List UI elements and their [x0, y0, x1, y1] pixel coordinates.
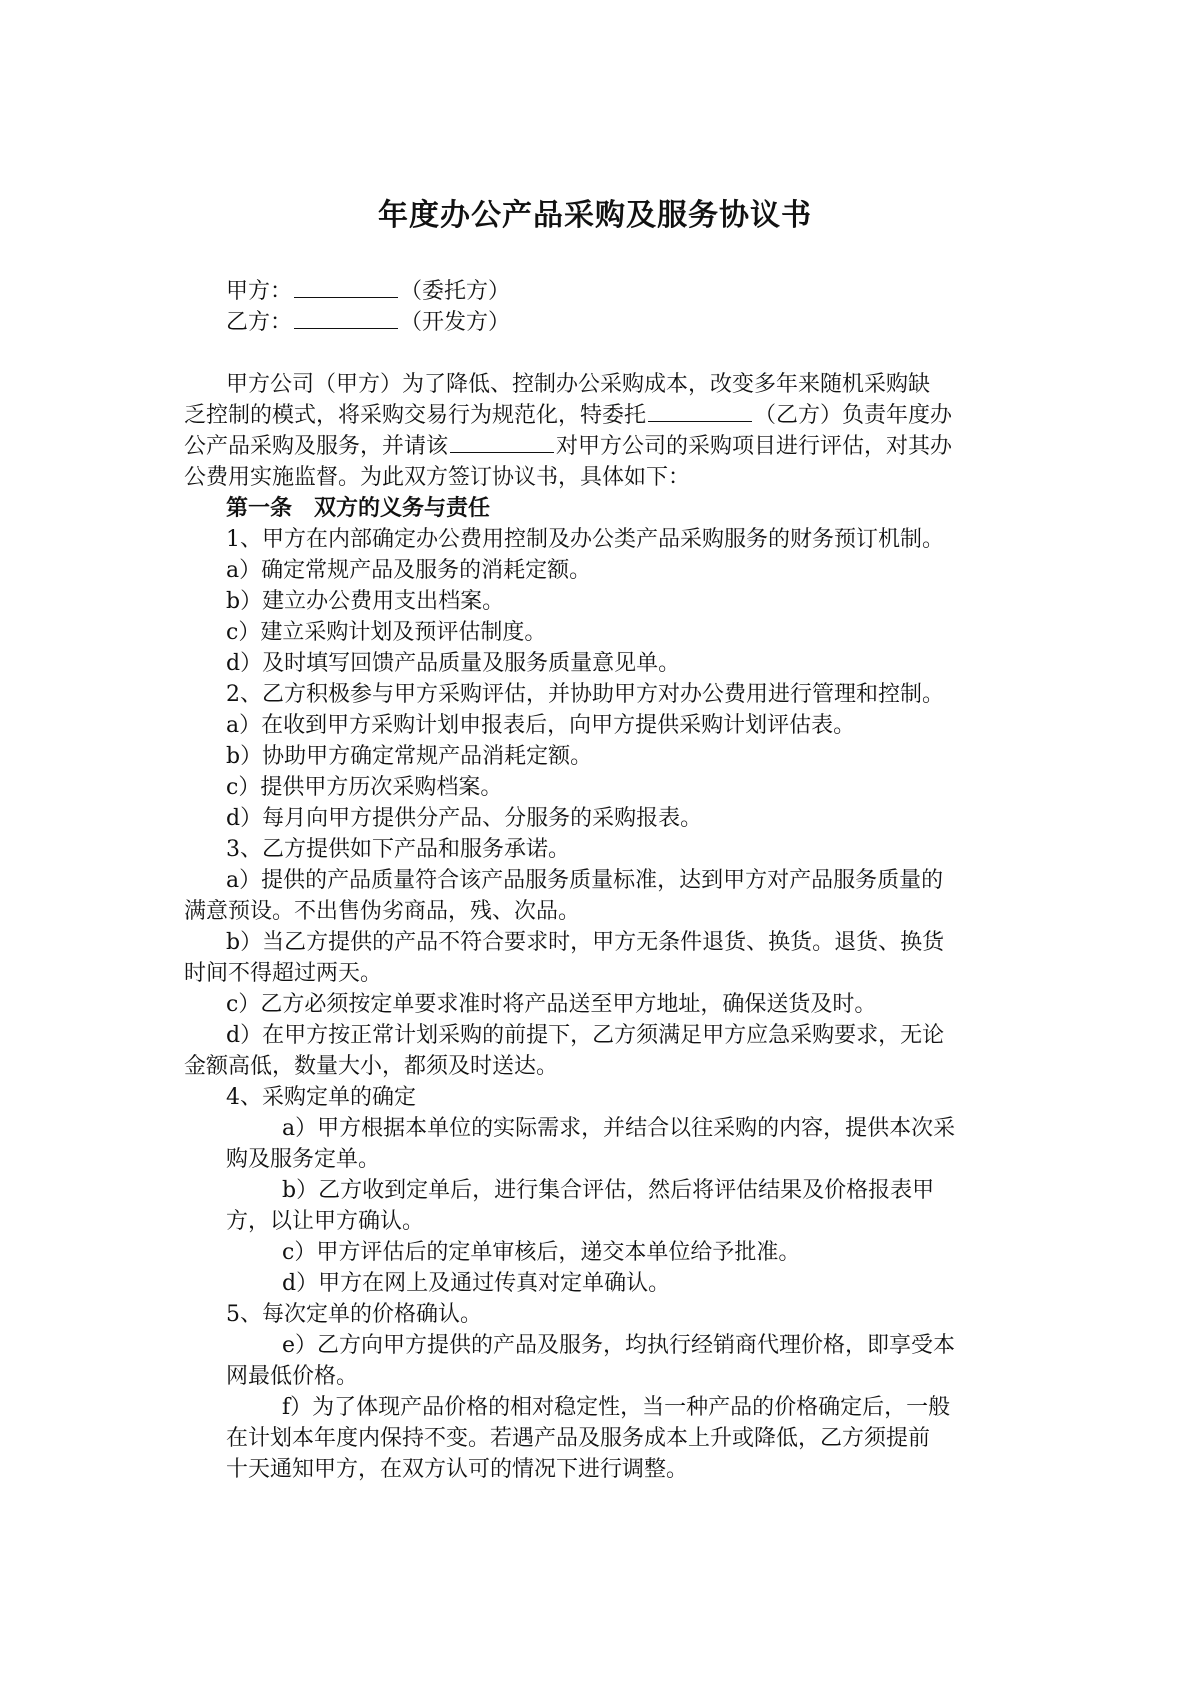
article-heading: 第一条 双方的义务与责任 — [226, 495, 491, 521]
preamble-line: 甲方公司（甲方）为了降低、控制办公采购成本，改变多年来随机采购缺 — [226, 372, 931, 397]
clause-line: b）乙方收到定单后，进行集合评估，然后将评估结果及价格报表甲 — [282, 1178, 935, 1203]
preamble-line — [184, 400, 1014, 431]
party-a-line — [184, 276, 1014, 307]
clause-line: d）及时填写回馈产品质量及服务质量意见单。 — [226, 651, 681, 676]
clause-line: 在计划本年度内保持不变。若遇产品及服务成本上升或降低，乙方须提前 — [226, 1426, 931, 1451]
clause-line: 网最低价格。 — [226, 1364, 359, 1389]
clause-line: b）当乙方提供的产品不符合要求时，甲方无条件退货、换货。退货、换货 — [226, 930, 945, 955]
clause-line: b）协助甲方确定常规产品消耗定额。 — [226, 744, 593, 769]
preamble-text: 乏控制的模式，将采购交易行为规范化，特委托 — [184, 403, 647, 428]
clause-line: 3、乙方提供如下产品和服务承诺。 — [226, 837, 570, 862]
party-a-role: （委托方） — [400, 279, 511, 304]
clause-line: 时间不得超过两天。 — [184, 961, 383, 986]
clause-line: 购及服务定单。 — [226, 1147, 381, 1172]
party-b-label: 乙方： — [226, 310, 293, 335]
clause-line: c）甲方评估后的定单审核后，递交本单位给予批准。 — [282, 1240, 801, 1265]
spacer — [184, 338, 1014, 369]
clause-line: b）建立办公费用支出档案。 — [226, 589, 505, 614]
clause-line: 满意预设。不出售伪劣商品，残、次品。 — [184, 899, 581, 924]
clause-line: 金额高低，数量大小，都须及时送达。 — [184, 1054, 559, 1079]
clause-line: 2、乙方积极参与甲方采购评估，并协助甲方对办公费用进行管理和控制。 — [226, 682, 944, 707]
document-title: 年度办公产品采购及服务协议书 — [378, 198, 812, 233]
party-b-role: （开发方） — [400, 310, 511, 335]
clause-line: d）每月向甲方提供分产品、分服务的采购报表。 — [226, 806, 703, 831]
preamble-blank — [450, 432, 554, 453]
clause-line: d）在甲方按正常计划采购的前提下，乙方须满足甲方应急采购要求，无论 — [226, 1023, 945, 1048]
clause-line: d）甲方在网上及通过传真对定单确认。 — [282, 1271, 671, 1296]
document-body — [184, 276, 1014, 1485]
clause-line: 方，以让甲方确认。 — [226, 1209, 425, 1234]
clause-line: a）在收到甲方采购计划申报表后，向甲方提供采购计划评估表。 — [226, 713, 856, 738]
clause-line: c）建立采购计划及预评估制度。 — [226, 620, 547, 645]
clause-line: f）为了体现产品价格的相对稳定性，当一种产品的价格确定后，一般 — [282, 1395, 951, 1420]
preamble-text: （乙方）负责年度办 — [754, 403, 953, 428]
clause-line: a）提供的产品质量符合该产品服务质量标准，达到甲方对产品服务质量的 — [226, 868, 944, 893]
clause-line: 4、采购定单的确定 — [226, 1085, 416, 1110]
preamble-line: 公费用实施监督。为此双方签订协议书，具体如下： — [184, 465, 691, 490]
party-b-line — [184, 307, 1014, 338]
party-a-label: 甲方： — [226, 279, 293, 304]
clause-line: 十天通知甲方，在双方认可的情况下进行调整。 — [226, 1457, 689, 1482]
clause-line: 1、甲方在内部确定办公费用控制及办公类产品采购服务的财务预订机制。 — [226, 527, 944, 552]
clause-line: c）乙方必须按定单要求准时将产品送至甲方地址，确保送货及时。 — [226, 992, 877, 1017]
clause-line: a）确定常规产品及服务的消耗定额。 — [226, 558, 592, 583]
preamble-text: 对甲方公司的采购项目进行评估，对其办 — [556, 434, 953, 459]
clause-line: c）提供甲方历次采购档案。 — [226, 775, 503, 800]
clause-line: a）甲方根据本单位的实际需求，并结合以往采购的内容，提供本次采 — [282, 1116, 956, 1141]
party-a-blank — [294, 277, 398, 298]
clause-line: e）乙方向甲方提供的产品及服务，均执行经销商代理价格，即享受本 — [282, 1333, 956, 1358]
preamble-text: 公产品采购及服务，并请该 — [184, 434, 449, 459]
party-b-blank — [294, 308, 398, 329]
clause-line: 5、每次定单的价格确认。 — [226, 1302, 482, 1327]
preamble-blank — [648, 401, 752, 422]
preamble-line — [184, 431, 1014, 462]
